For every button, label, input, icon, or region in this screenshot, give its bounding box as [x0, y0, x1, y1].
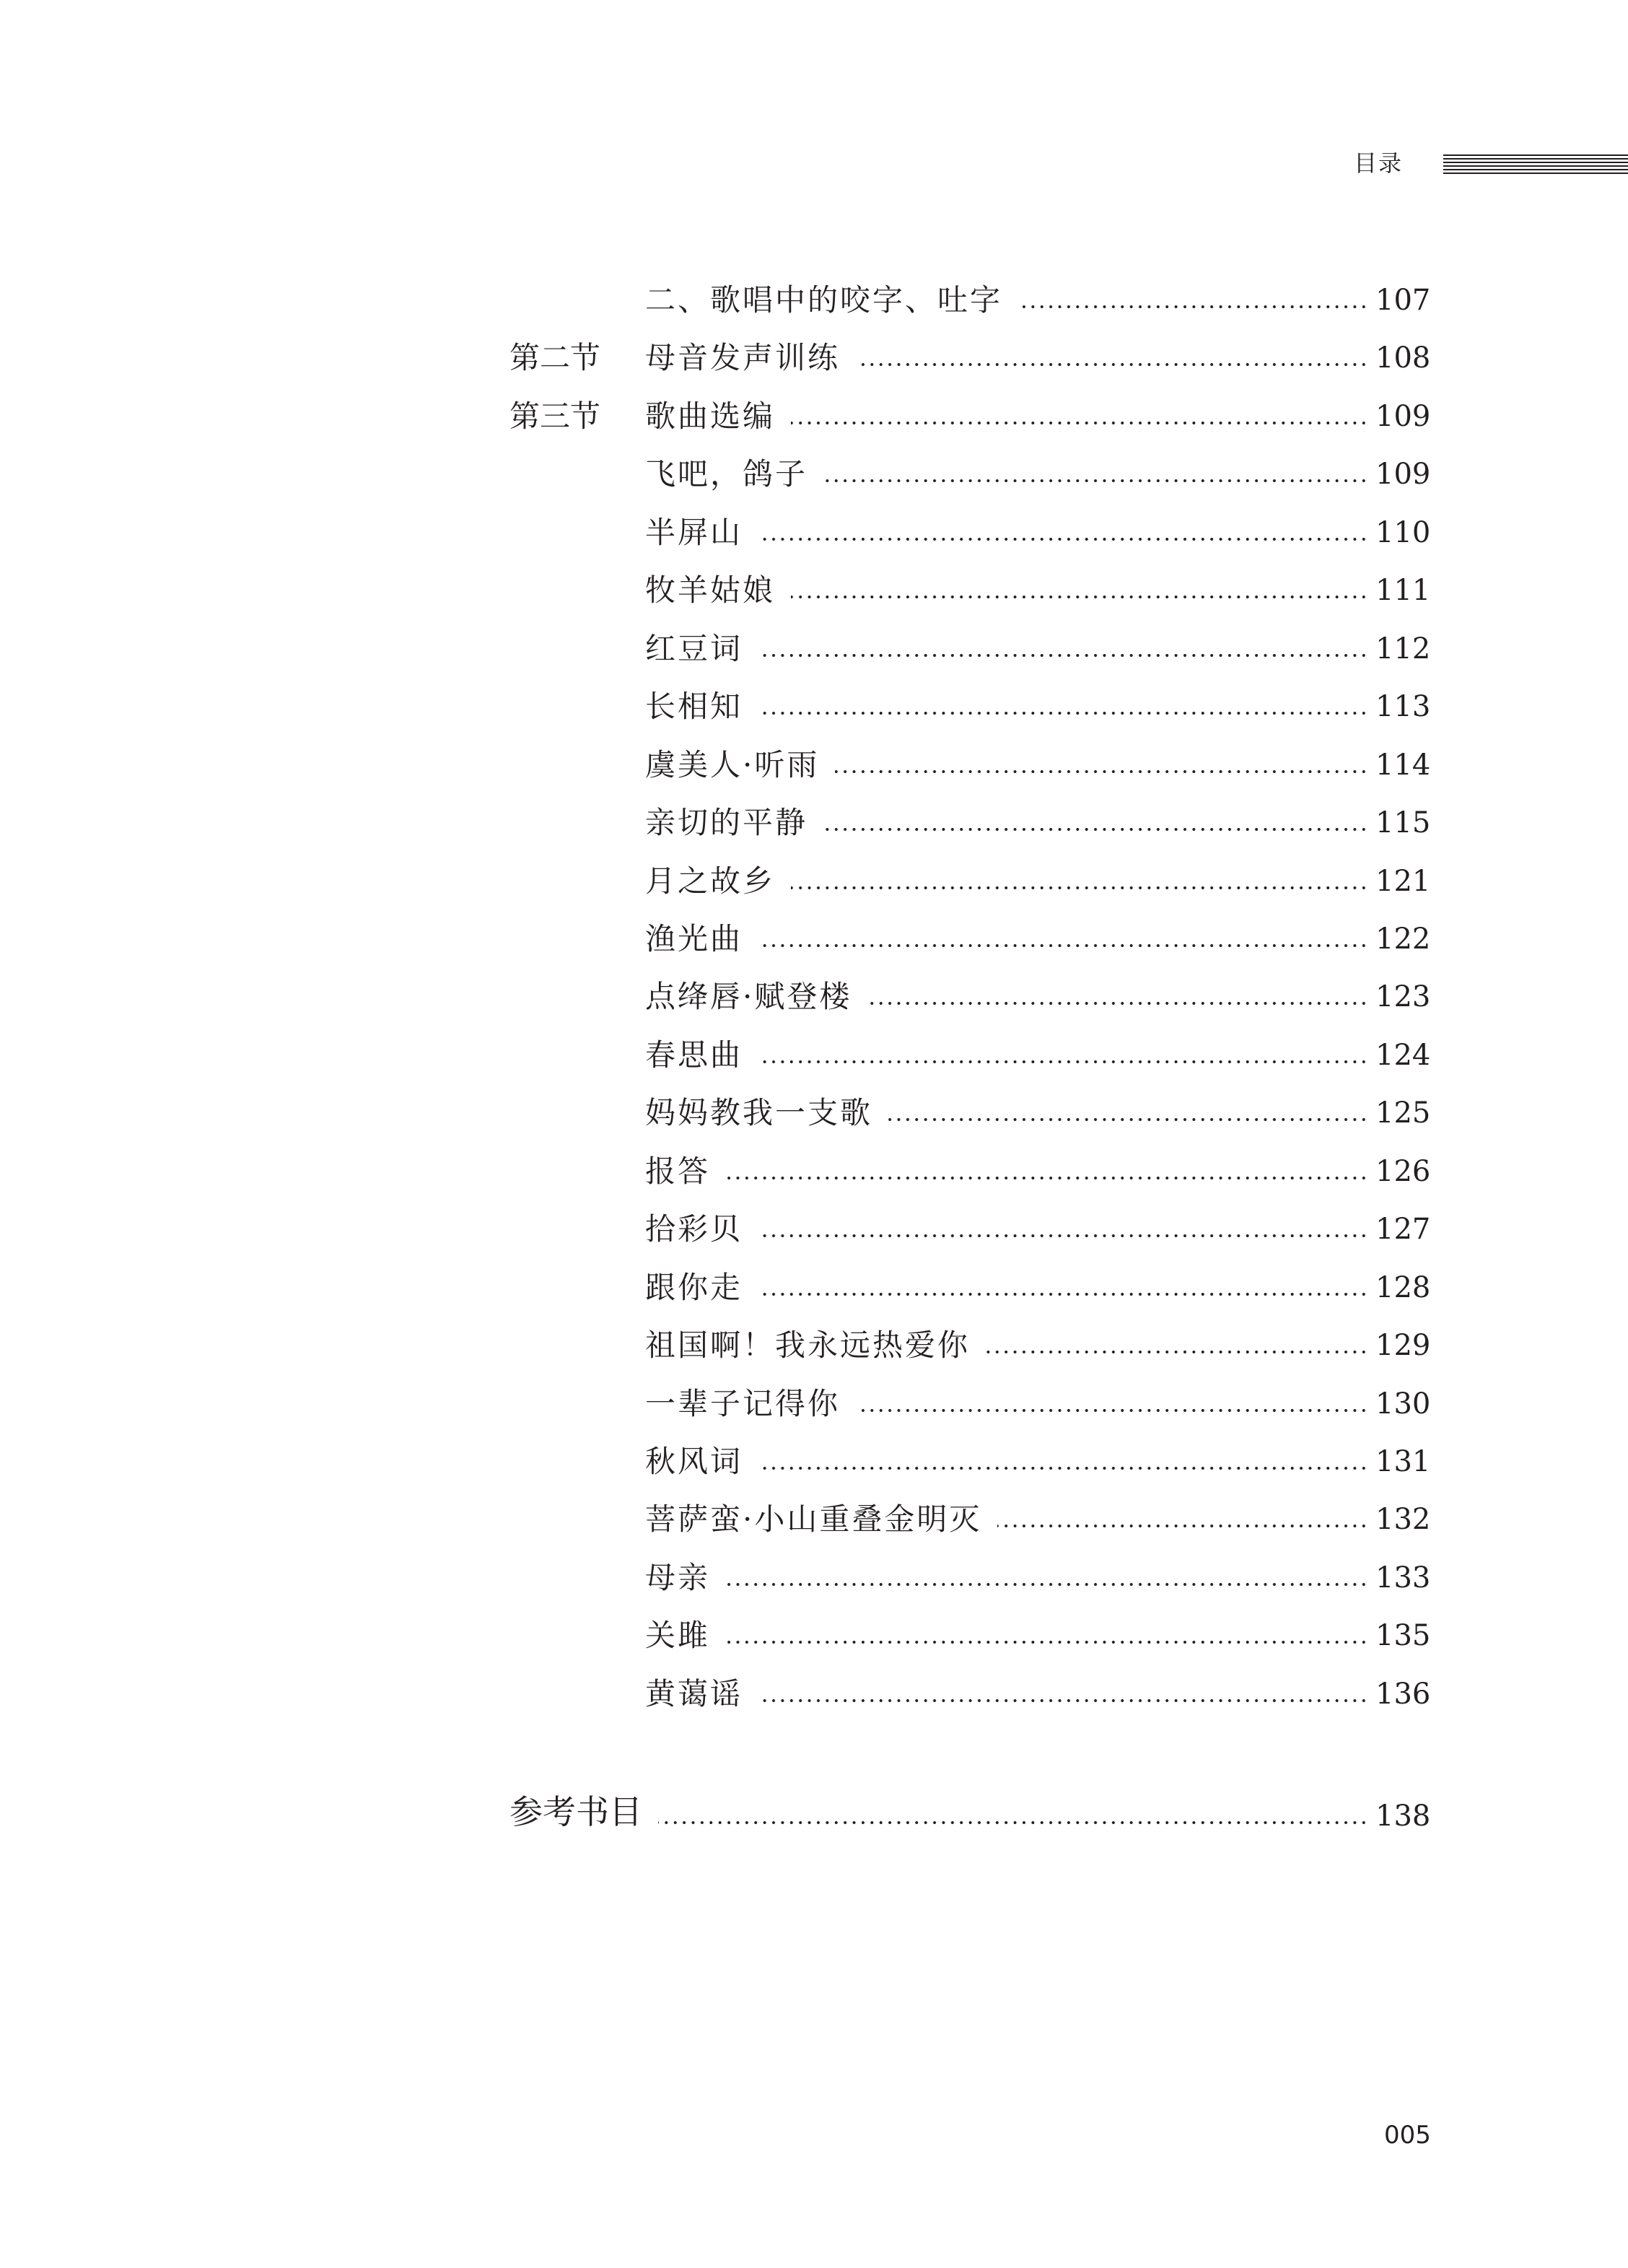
toc-entry-title: 亲切的平静	[645, 805, 808, 840]
toc-entry[interactable]	[0, 1266, 1628, 1307]
toc-entry-title: 一辈子记得你	[645, 1386, 841, 1421]
toc-entry[interactable]	[0, 860, 1628, 900]
toc-entry[interactable]	[0, 975, 1628, 1016]
toc-page-number: 135	[1375, 1619, 1431, 1652]
toc-entry[interactable]	[0, 743, 1628, 784]
running-header-label: 目录	[1354, 149, 1404, 177]
toc-entry-title: 黄蔼谣	[645, 1676, 743, 1711]
toc-page-number: 126	[1375, 1155, 1431, 1188]
header-rule-lines	[1443, 154, 1628, 176]
toc-page-number: 109	[1375, 458, 1431, 491]
toc-entry-title: 长相知	[645, 689, 743, 724]
toc-entry-title: 妈妈教我一支歌	[645, 1095, 873, 1130]
toc-leader-dots	[888, 1117, 1368, 1122]
toc-leader-dots	[758, 711, 1368, 715]
toc-entry[interactable]	[0, 511, 1628, 551]
toc-leader-dots	[856, 362, 1368, 367]
toc-entry-title: 拾彩贝	[645, 1211, 743, 1247]
toc-entry[interactable]	[0, 1614, 1628, 1654]
toc-page-number: 113	[1375, 690, 1431, 723]
toc-page-number: 136	[1375, 1678, 1431, 1711]
toc-entry-title: 虞美人·听雨	[645, 747, 820, 782]
toc-entry[interactable]	[0, 569, 1628, 609]
toc-entry-title: 半屏山	[645, 515, 743, 550]
toc-entry-title: 红豆词	[645, 631, 743, 666]
toc-page-number: 131	[1375, 1445, 1431, 1478]
toc-entry-title: 渔光曲	[645, 921, 743, 956]
toc-page-number: 115	[1375, 806, 1431, 839]
toc-page-number: 114	[1375, 749, 1431, 782]
toc-entry-title: 母亲	[645, 1560, 711, 1595]
toc-leader-dots	[726, 1582, 1368, 1587]
toc-entry-title: 歌曲选编	[645, 398, 776, 434]
toc-leader-dots	[856, 1408, 1368, 1413]
toc-entry-title: 二、歌唱中的咬字、吐字	[645, 282, 1003, 318]
toc-leader-dots	[758, 943, 1368, 948]
toc-page-number: 128	[1375, 1271, 1431, 1304]
toc-page-number: 133	[1375, 1561, 1431, 1595]
toc-entry[interactable]	[0, 1382, 1628, 1423]
toc-entry-title: 关雎	[645, 1618, 711, 1653]
toc-page-number: 107	[1375, 284, 1431, 317]
toc-leader-dots	[726, 1176, 1368, 1180]
toc-leader-dots	[867, 1001, 1368, 1006]
toc-page-number: 111	[1375, 574, 1431, 607]
toc-page-number: 110	[1375, 516, 1431, 549]
toc-leader-dots	[997, 1524, 1368, 1528]
toc-page-number: 122	[1375, 923, 1431, 956]
toc-entry-title: 报答	[645, 1153, 711, 1189]
toc-leader-dots	[791, 886, 1368, 890]
toc-leader-dots	[758, 1292, 1368, 1296]
toc-leader-dots	[1018, 305, 1368, 309]
toc-leader-dots	[758, 1698, 1368, 1703]
toc-page-number: 127	[1375, 1213, 1431, 1246]
toc-leader-dots	[758, 1060, 1368, 1064]
toc-entry[interactable]	[0, 801, 1628, 842]
toc-page-number: 123	[1375, 980, 1431, 1013]
toc-entry-title: 秋风词	[645, 1444, 743, 1479]
toc-entry[interactable]	[0, 1324, 1628, 1364]
toc-leader-dots	[823, 479, 1368, 483]
toc-leader-dots	[758, 1466, 1368, 1470]
references-leader-dots	[658, 1820, 1368, 1825]
toc-entry-title: 跟你走	[645, 1270, 743, 1305]
toc-entry[interactable]	[0, 627, 1628, 668]
toc-entry[interactable]	[0, 1672, 1628, 1713]
toc-page-number: 109	[1375, 400, 1431, 433]
toc-entry-title: 飞吧，鸽子	[645, 456, 808, 492]
toc-entry-title: 牧羊姑娘	[645, 572, 776, 608]
toc-entry-title: 点绛唇·赋登楼	[645, 979, 852, 1014]
toc-entry[interactable]	[0, 1440, 1628, 1480]
toc-leader-dots	[726, 1640, 1368, 1644]
references-row[interactable]	[0, 1792, 1628, 1832]
toc-leader-dots	[758, 537, 1368, 541]
toc-entry[interactable]	[0, 685, 1628, 725]
toc-entry[interactable]	[0, 1034, 1628, 1074]
toc-entry[interactable]	[0, 336, 1628, 377]
toc-entry[interactable]	[0, 1208, 1628, 1248]
toc-entry[interactable]	[0, 1150, 1628, 1190]
references-page-number: 138	[1375, 1800, 1431, 1833]
toc-entry-title: 祖国啊！我永远热爱你	[645, 1327, 971, 1363]
toc-entry[interactable]	[0, 453, 1628, 493]
toc-entry[interactable]	[0, 1091, 1628, 1132]
toc-entry[interactable]	[0, 917, 1628, 958]
toc-page-number: 124	[1375, 1039, 1431, 1072]
footer-page-number: 005	[1384, 2121, 1431, 2150]
toc-entry[interactable]	[0, 395, 1628, 435]
toc-page-number: 132	[1375, 1503, 1431, 1536]
toc-page-number: 125	[1375, 1096, 1431, 1130]
toc-leader-dots	[823, 827, 1368, 832]
toc-page-number: 121	[1375, 865, 1431, 898]
toc-page-number: 129	[1375, 1329, 1431, 1362]
toc-leader-dots	[791, 595, 1368, 599]
toc-page-number: 130	[1375, 1387, 1431, 1421]
toc-leader-dots	[835, 769, 1368, 774]
toc-entry-title: 菩萨蛮·小山重叠金明灭	[645, 1501, 982, 1537]
toc-leader-dots	[986, 1350, 1368, 1354]
toc-entry[interactable]	[0, 1498, 1628, 1538]
toc-entry[interactable]	[0, 279, 1628, 319]
toc-entry-title: 母音发声训练	[645, 340, 841, 375]
toc-page-number: 112	[1375, 632, 1431, 666]
toc-entry-title: 春思曲	[645, 1037, 743, 1073]
toc-leader-dots	[758, 1234, 1368, 1238]
references-title: 参考书目	[509, 1792, 642, 1831]
toc-leader-dots	[758, 653, 1368, 658]
toc-leader-dots	[791, 421, 1368, 425]
toc-page-number: 108	[1375, 341, 1431, 375]
toc-section-number: 第三节	[509, 398, 601, 434]
toc-entry[interactable]	[0, 1556, 1628, 1597]
toc-entry-title: 月之故乡	[645, 863, 776, 899]
toc-section-number: 第二节	[509, 340, 601, 375]
